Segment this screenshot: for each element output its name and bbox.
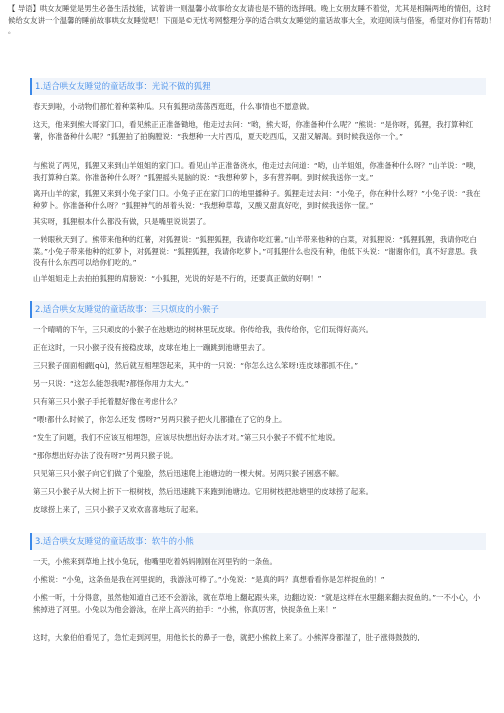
section-title-3: 3.适合哄女友睡觉的童话故事：软牛的小熊 (35, 536, 194, 546)
section-title-1: 1.适合哄女友睡觉的童话故事：光说不做的狐狸 (35, 81, 211, 91)
section-1-paragraph: 离开山羊的家，狐狸又来到小兔子家门口。小兔子正在家门口的地里播种子。狐狸走过去问：“小兔子，你在种什么呀？”小兔子说：“我在种萝卜。你准备种什么呀？”狐狸神气的昂着头说：“我想种草莓，又酸又甜真好吃，到时候我送你一筐。” (33, 189, 481, 210)
section-2-paragraph: “喂!都什么时候了，你怎么还发 愣呀?”另两只猴子把火儿都撒在了它的身上。 (33, 415, 287, 424)
section-3-paragraph: 小熊说：“小兔，这条鱼是我在河里捉的，我游泳可棒了。”小兔说：“是真的吗？真想看看你是怎样捉鱼的！” (33, 575, 385, 584)
section-header-1 (30, 78, 486, 95)
section-header-2 (30, 301, 486, 318)
section-1-paragraph: 山羊姐姐走上去拍拍狐狸的肩膀说：“小狐狸，光说的好是不行的，还要真正做的好啊！” (33, 274, 322, 283)
section-2-paragraph: “那你想出好办法了没有呀?”另两只猴子说。 (33, 451, 178, 460)
section-1-paragraph: 一转眼秋天到了。熊带来他种的红薯，对狐狸说：“狐狸狐狸，我请你吃红薯。”山羊带来他种的白菜，对狐狸说：“狐狸狐狸，我请你吃白菜。”小兔子带来他种的红萝卜，对狐狸说：“狐狸狐狸，我请你吃萝卜。”可狐狸什么也没有种，他低下头说：“谢谢你们，真不好意思。我没有什么东西可以给你们吃的。” (33, 235, 477, 267)
intro-guide (0, 0, 504, 62)
section-1-paragraph: 其实呀，狐狸根本什么都没有做，只是嘴里说说罢了。 (33, 217, 211, 226)
section-title-2: 2.适合哄女友睡觉的童话故事：三只烦皮的小猴子 (35, 304, 219, 314)
section-2-paragraph: 只见第三只小猴子向它们做了个鬼脸，然后迅速爬上池塘边的一棵大树。另两只猴子困惑不解。 (33, 469, 344, 478)
section-3-paragraph: 小熊一听，十分得意，虽然他知道自己还不会游泳，就在草地上翻起跟头来，边翻边说：“就是这样在水里翻来翻去捉鱼的。”一不小心，小熊掉进了河里。小兔以为他会游泳，在岸上高兴的拍手：“小熊，你真厉害，快捉条鱼上来！” (33, 593, 481, 614)
section-1-paragraph: 这天，他来到熊大哥家门口，看见熊正正准备锄地，他走过去问：“哟，熊大哥，你准备种什么呢？”熊说：“是你呀，狐狸，我打算种红薯，你准备种什么呢？”狐狸拍了拍胸膛说：“我想种一大片西瓜，夏天吃西瓜，又甜又解渴。到时候我送你一个。” (33, 120, 474, 141)
intro-text: 【 导语】哄女友睡觉是男生必备生活技能，试着讲一则温馨小故事给女友请也是不错的选择哦。晚上女朋友睡不着觉，尤其是相隔两地的情侣，这时候给女友讲一个温馨的睡前故事哄女友睡觉吧！下面是©无忧考网整理分享的适合哄女友睡觉的童话故事大全，欢迎阅读与借鉴，希望对你们有帮助！ (8, 4, 496, 25)
section-2-paragraph: 一个晴晴的下午，三只顽皮的小猴子在池塘边的树林里玩皮球。你传给我，我传给你，它们玩得好高兴。 (33, 325, 373, 334)
section-2-paragraph: 三只猴子面面相觑[qù]，然后就互相埋怨起来，其中的一只说：“你怎么这么笨呀!连皮球都抓不住。” (33, 361, 359, 370)
section-2-paragraph: “发生了问题，我们不应该互相埋怨，应该尽快想出好办法才对。”第三只小猴子不慌不忙地说。 (33, 433, 340, 442)
intro-dot: 。 (8, 27, 15, 35)
section-3-paragraph: 一天，小熊来到草地上找小兔玩，他嘴里吃着妈妈刚刚在河里钓的一条鱼。 (33, 557, 277, 566)
section-1-paragraph: 春天到啦，小动物们都忙着种菜种瓜。只有狐狸动荡荡西逛逛，什么事情也不愿意做。 (33, 102, 314, 111)
section-header-3 (30, 533, 486, 550)
section-2-paragraph: 第三只小猴子从大树上折下一根树枝，然后迅速跳下来跑到池塘边。它用树枝把池塘里的皮球捞了起来。 (33, 487, 373, 496)
section-2-paragraph: 正在这时，一只小猴子没有接稳皮球，皮球在地上一蹦跳到池塘里去了。 (33, 343, 270, 352)
section-2-paragraph: 只有第三只小猴子手托着腮好像在考虑什么？ (33, 397, 181, 406)
section-3-paragraph: 这时，大象伯伯看见了，急忙走到河里，用他长长的鼻子一卷，就把小熊救上来了。小熊浑身都湿了，肚子涨得鼓鼓的, (33, 633, 420, 642)
section-1-paragraph: 与熊说了两见，狐狸又来到山羊姐姐的家门口。看见山羊正准备浇水，他走过去问道：“哟，山羊姐姐，你准备种什么呀？”山羊说：“噢，我打算种白菜。你准备种什么呀？”狐狸摇头晃脑的说：“我想种萝卜，多有营养啊。到时候我送你一支。” (33, 161, 481, 182)
section-2-paragraph: 皮球捞上来了，三只小猴子又欢欢喜喜地玩了起来。 (33, 505, 203, 514)
section-2-paragraph: 另一只说：“这怎么能怨我呢?都怪你用力太大。” (33, 379, 189, 388)
